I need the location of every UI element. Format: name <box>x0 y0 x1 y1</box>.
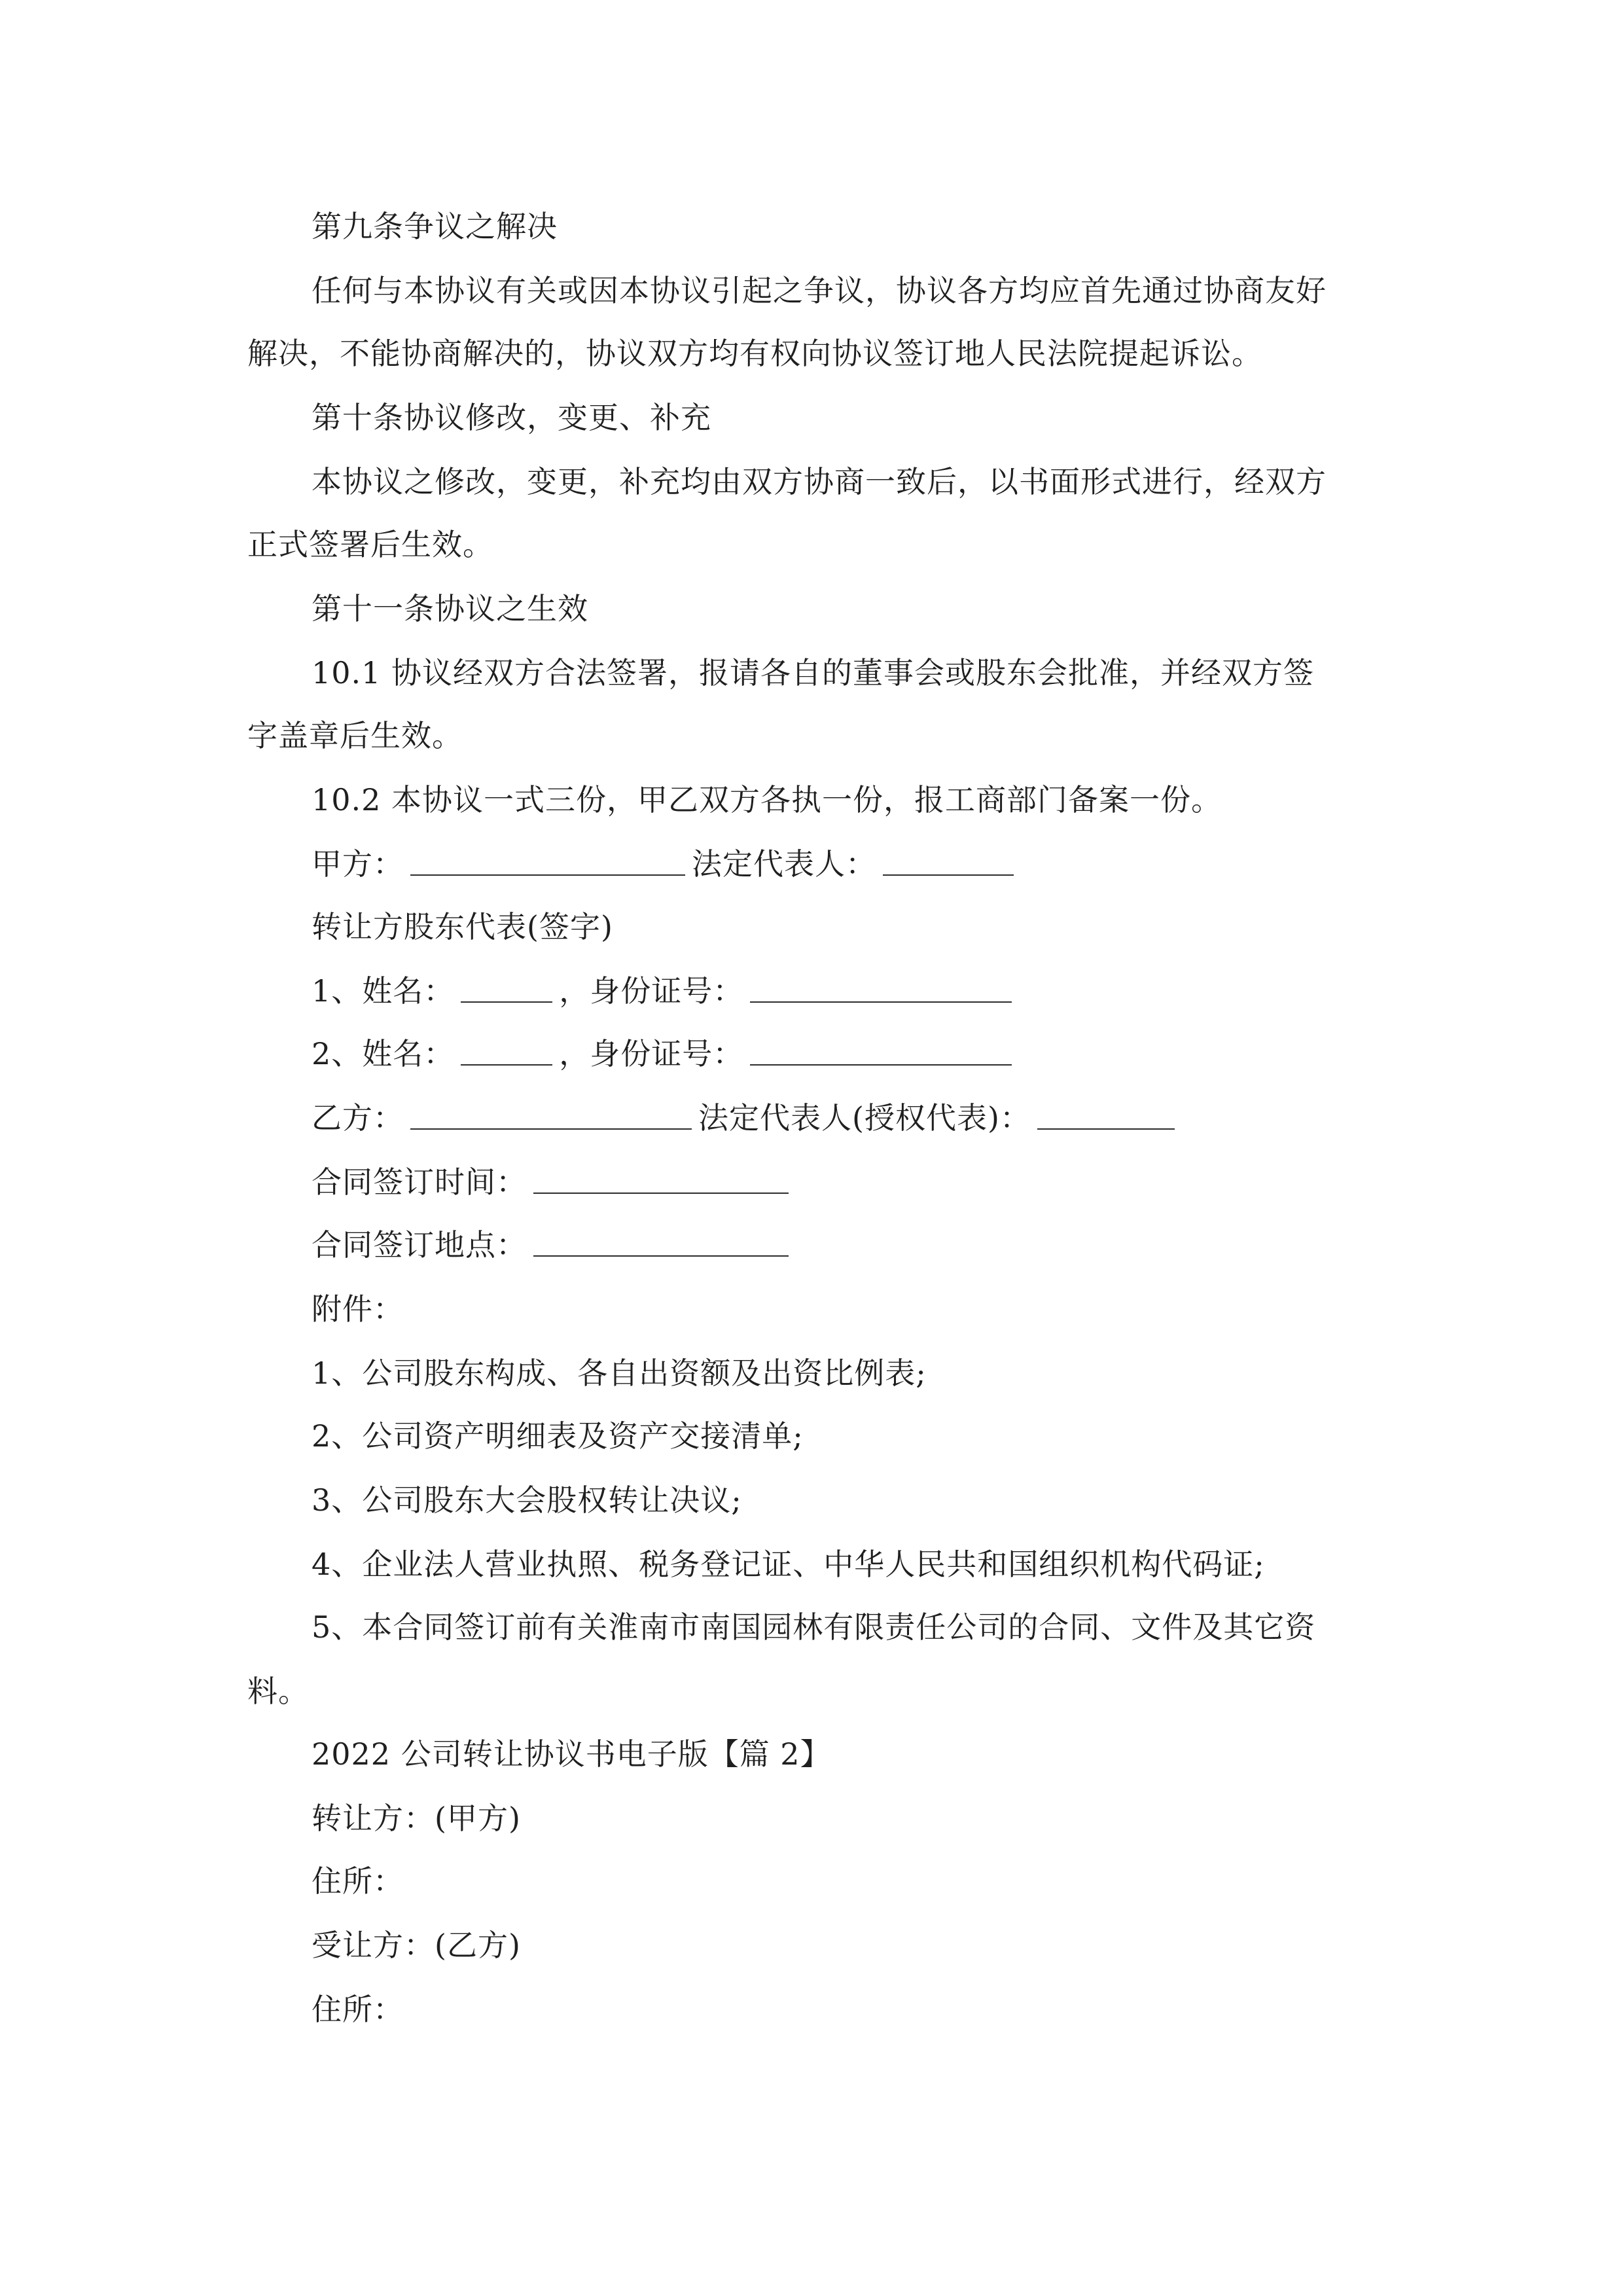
transferor-address: 住所： <box>312 1863 404 1899</box>
party-b-legal-rep-blank[interactable] <box>1037 1101 1175 1130</box>
party-b-label: 乙方： <box>312 1100 404 1136</box>
article-10-text-line-1: 本协议之修改，变更，补充均由双方协商一致后，以书面形式进行，经双方 <box>312 464 1327 499</box>
clause-10-1-line-2: 字盖章后生效。 <box>247 718 463 753</box>
article-10-text-line-2: 正式签署后生效。 <box>247 527 493 562</box>
attachment-5-line-1: 5、本合同签订前有关淮南市南国园林有限责任公司的合同、文件及其它资 <box>312 1609 1316 1645</box>
shareholder-2-name-blank[interactable] <box>461 1037 552 1066</box>
shareholder-1-name-blank[interactable] <box>461 974 552 1003</box>
shareholder-1-row <box>312 973 1018 1009</box>
transferee-party-b: 受让方：(乙方) <box>312 1928 521 1963</box>
contract-sign-time-label: 合同签订时间： <box>312 1164 527 1200</box>
article-9-title: 第九条争议之解决 <box>312 209 558 244</box>
shareholder-2-id-label: ，身份证号： <box>559 1036 744 1071</box>
transferor-shareholder-rep-title: 转让方股东代表(签字) <box>312 909 613 944</box>
party-a-blank[interactable] <box>410 847 685 876</box>
article-11-title: 第十一条协议之生效 <box>312 591 588 626</box>
contract-sign-place-label: 合同签订地点： <box>312 1227 527 1263</box>
shareholder-2-id-blank[interactable] <box>750 1037 1012 1066</box>
clause-10-1-line-1: 10.1 协议经双方合法签署，报请各自的董事会或股东会批准，并经双方签 <box>312 655 1315 691</box>
article-10-title: 第十条协议修改，变更、补充 <box>312 400 711 435</box>
party-a-legal-rep-blank[interactable] <box>883 847 1014 876</box>
article-9-text-line-1: 任何与本协议有关或因本协议引起之争议，协议各方均应首先通过协商友好 <box>312 273 1327 308</box>
party-a-signature-row <box>312 846 1020 882</box>
party-b-legal-rep-label: 法定代表人(授权代表)： <box>698 1100 1031 1136</box>
section-2-heading: 2022 公司转让协议书电子版【篇 2】 <box>312 1736 831 1772</box>
attachment-1: 1、公司股东构成、各自出资额及出资比例表; <box>312 1355 927 1391</box>
contract-sign-time-row <box>312 1164 795 1200</box>
party-b-blank[interactable] <box>410 1101 692 1130</box>
party-a-legal-rep-label: 法定代表人： <box>692 846 876 882</box>
shareholder-1-name-label: 1、姓名： <box>312 973 455 1009</box>
transferee-address: 住所： <box>312 1992 404 2027</box>
attachment-2: 2、公司资产明细表及资产交接清单; <box>312 1418 804 1454</box>
attachment-3: 3、公司股东大会股权转让决议; <box>312 1482 742 1518</box>
contract-sign-time-blank[interactable] <box>533 1165 789 1194</box>
attachments-title: 附件： <box>312 1291 404 1327</box>
contract-sign-place-row <box>312 1227 795 1263</box>
shareholder-2-name-label: 2、姓名： <box>312 1036 455 1071</box>
shareholder-1-id-blank[interactable] <box>750 974 1012 1003</box>
party-b-signature-row <box>312 1100 1181 1136</box>
attachment-5-line-2: 料。 <box>247 1674 309 1709</box>
contract-sign-place-blank[interactable] <box>533 1228 789 1257</box>
party-a-label: 甲方： <box>312 846 404 882</box>
shareholder-1-id-label: ，身份证号： <box>559 973 744 1009</box>
transferor-party-a: 转让方：(甲方) <box>312 1801 521 1836</box>
shareholder-2-row <box>312 1035 1018 1072</box>
clause-10-2: 10.2 本协议一式三份，甲乙双方各执一份，报工商部门备案一份。 <box>312 782 1222 817</box>
article-9-text-line-2: 解决，不能协商解决的，协议双方均有权向协议签订地人民法院提起诉讼。 <box>247 336 1262 371</box>
attachment-4: 4、企业法人营业执照、税务登记证、中华人民共和国组织机构代码证; <box>312 1547 1265 1582</box>
